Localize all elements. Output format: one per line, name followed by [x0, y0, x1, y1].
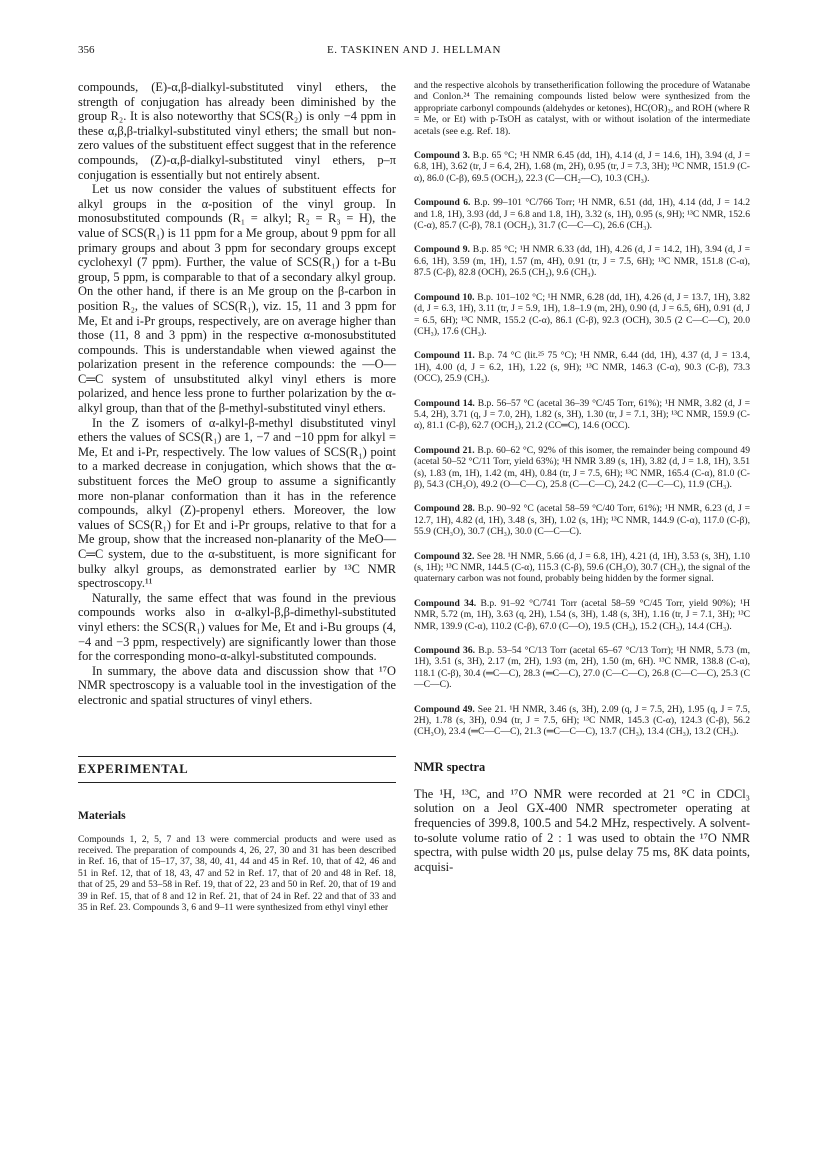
compound-entry — [414, 445, 750, 491]
compound-text: B.p. 85 °C; ¹H NMR 6.33 (dd, 1H), 4.26 (d, J = 14.2, 1H), 3.94 (d, J = 6.6, 1H), 3.59 (m, 1H), 1.57 (m, 4H), 0.91 (tr, J = 7.5, 6H); ¹³C NMR, 151.8 (C-α), 87.5 (C-β), 82.8 (OCH), 26.5 (CH₂), 9.6 (CH₃). — [414, 244, 751, 279]
compound-text: B.p. 53–54 °C/13 Torr (acetal 65–67 °C/13 Torr); ¹H NMR, 5.73 (m, 1H), 3.51 (s, 3H), 2.17 (m, 2H), 1.93 (m, 2H), 1.50 (m, 6H). ¹³C NMR, 138.8 (C-α), 118.1 (C-β), 30.4 (═C—C), 28.3 (═C—C), 27.0 (C—C—C), 26.8 (C—C—C), 25.3 (C—C—C). — [414, 645, 750, 691]
section-rule-top — [78, 756, 396, 757]
compound-text: B.p. 91–92 °C/741 Torr (acetal 58–59 °C/45 Torr, yield 90%); ¹H NMR, 5.72 (m, 1H), 3.63 (q, 2H), 1.54 (s, 3H), 1.48 (s, 3H), 1.16 (tr, J = 7.1, 3H); ¹³C NMR, 139.9 (C-α), 110.2 (C-β), 67.0 (C—O), 19.5 (CH₃), 15.2 (CH₃), 14.4 (CH₃). — [414, 597, 750, 632]
compound-text: B.p. 90–92 °C (acetal 58–59 °C/40 Torr, 61%); ¹H NMR, 6.23 (d, J = 12.7, 1H), 4.82 (d, 1H), 3.48 (s, 3H), 1.02 (s, 1H); ¹³C NMR, 144.9 (C-α), 117.0 (C-β), 55.9 (CH₃O), 30.7 (CH₃), 30.0 (C—C—C). — [414, 503, 751, 538]
running-title: E. TASKINEN AND J. HELLMAN — [326, 44, 501, 56]
body-paragraph: compounds, (E)-α,β-dialkyl-substituted vinyl ethers, the strength of conjugation has already been diminished by the group R₂. It is also noteworthy that SCS(R₂) is only −4 ppm in these α,β,β-trialkyl-substituted vinyl ethers; the small but non-zero values of the substituent effect suggest that in the reference compounds, (Z)-α,β-dialkyl-substituted vinyl ethers, p–π conjugation is essentially but not entirely absent. — [78, 80, 396, 182]
body-paragraph: In the Z isomers of α-alkyl-β-methyl disubstituted vinyl ethers the values of SCS(R₁) are 1, −7 and −10 ppm for alkyl = Me, Et and i-Pr, respectively. The low values of SCS(R₁) point to a marked decrease in conjugation, which shows that the α-substituent forces the MeO group to assume a significantly more non-planar conformation than it has in the reference compounds, alkyl (Z)-propenyl ethers. Moreover, the low values of SCS(R₁) for Et and i-Pr groups, relative to that for a Me group, show that the increased non-planarity of the MeO—C═C system, due to the α-substituent, is more significant for bulky alkyl groups, as demonstrated earlier by ¹³C NMR spectroscopy.¹¹ — [78, 415, 396, 591]
compound-label: Compound 28. — [414, 503, 475, 515]
compound-entry — [414, 197, 750, 231]
compound-label: Compound 14. — [414, 397, 475, 409]
compound-entry — [414, 350, 750, 384]
materials-paragraph: Compounds 1, 2, 5, 7 and 13 were commercial products and were used as received. The preparation of compounds 4, 26, 27, 30 and 31 has been described in Ref. 16, that of 15–17, 37, 38, 40, 41, 44 and 45 in Ref. 10, that of 42, 46 and 51 in Ref. 12, that of 18, 43, 47 and 52 in Ref. 17, that of 20 and 48 in Ref. 18, that of 25, 29 and 53–58 in Ref. 19, that of 22, 23 and 50 in Ref. 20, that of 19 and 39 in Ref. 15, that of 8 and 12 in Ref. 21, that of 24 in Ref. 22 and that of 33 and 35 in Ref. 23. Compounds 3, 6 and 9–11 were synthesized from ethyl vinyl ether — [78, 833, 396, 913]
compound-text: B.p. 56–57 °C (acetal 36–39 °C/45 Torr, 61%); ¹H NMR, 3.82 (d, J = 5.4, 2H), 3.71 (q, J = 7.0, 2H), 1.82 (s, 3H), 1.30 (tr, J = 7.1, 3H); ¹³C NMR, 159.9 (C-α), 81.1 (C-β), 62.7 (OCH₂), 21.2 (CC═C), 14.6 (OCC). — [414, 397, 751, 432]
compound-entry — [414, 503, 750, 537]
compound-text: See 21. ¹H NMR, 3.46 (s, 3H), 2.09 (q, J = 7.5, 2H), 1.95 (q, J = 7.5, 2H), 1.78 (s, 3H), 0.94 (tr, J = 7.5, 6H); ¹³C NMR, 145.3 (C-α), 124.3 (C-β), 56.2 (CH₃O), 23.4 (═C—C—C), 21.3 (═C—C—C), 13.7 (CH₃), 13.4 (CH₃), 13.2 (CH₃). — [414, 703, 751, 738]
compound-entry — [414, 244, 750, 278]
nmr-paragraph: The ¹H, ¹³C, and ¹⁷O NMR were recorded at 21 °C in CDCl₃ solution on a Jeol GX-400 NMR spectrometer operating at frequencies of 399.8, 100.5 and 54.2 MHz, respectively. A solvent-to-solute volume ratio of 2 : 1 was used to obtain the ¹⁷O NMR spectra, with pulse width 20 μs, pulse delay 75 ms, 8K data points, acquisi- — [414, 786, 750, 874]
compound-entry — [414, 645, 750, 691]
compound-entry — [414, 398, 750, 432]
body-paragraph: Let us now consider the values of substituent effects for alkyl groups in the α-position of the vinyl group. In monosubstituted compounds (R₁ = alkyl; R₂ = R₃ = H), the value of SCS(R₁) is 11 ppm for a Me group, about 9 ppm for all primary groups and about 3 ppm for secondary groups except cyclohexyl (7 ppm). Further, the value of SCS(R₁) for a t-Bu group, 5 ppm, is comparable to that of a secondary alkyl group. On the other hand, if there is an Me group on the β-carbon in position R₂, the values of SCS(R₁), viz. 15, 11 and 3 ppm for Me, Et and i-Pr groups, respectively, are on average higher than those (11, 8 and 3 ppm) in the respective α-monosubstituted compounds. This is understandable when viewed against the polarization present in the reference compounds: the —O—C═C system of unsubstituted alkyl vinyl ethers is more polarized, and hence less prone to further polarization by the α-alkyl group, than that of the β-methyl-substituted vinyl ethers. — [78, 182, 396, 416]
compound-entry — [414, 704, 750, 738]
compound-entry — [414, 598, 750, 632]
compound-entry — [414, 150, 750, 184]
section-rule-bottom — [78, 782, 396, 783]
left-column — [78, 80, 396, 926]
compound-text: B.p. 60–62 °C, 92% of this isomer, the remainder being compound 49 (acetal 50–52 °C/11 Torr, yield 63%); ¹H NMR 3.89 (s, 1H), 3.82 (d, J = 1.8, 1H), 3.51 (s), 1.83 (m, 1H), 1.42 (m, 4H), 0.84 (tr, J = 7.5, 6H); ¹³C NMR, 165.4 (C-α), 81.0 (C-β), 54.3 (CH₃O), 49.2 (O—C—C), 25.8 (C—C—C), 24.2 (C—C—C), 11.9 (CH₃). — [414, 444, 750, 490]
compound-label: Compound 9. — [414, 244, 470, 256]
body-paragraph: In summary, the above data and discussion show that ¹⁷O NMR spectroscopy is a valuable tool in the investigation of the electronic and spatial structures of vinyl ethers. — [78, 663, 396, 707]
nmr-spectra-heading: NMR spectra — [414, 759, 486, 774]
compound-label: Compound 10. — [414, 291, 475, 303]
page-number: 356 — [78, 44, 95, 56]
compound-text: See 28. ¹H NMR, 5.66 (d, J = 6.8, 1H), 4.21 (d, 1H), 3.53 (s, 3H), 1.10 (s, 1H); ¹³C NMR, 144.5 (C-α), 115.3 (C-β), 59.6 (CH₃O), 30.7 (CH₃), the signal of the quaternary carbon was not found, probably being hidden by the former signal. — [414, 550, 750, 585]
compound-label: Compound 34. — [414, 597, 477, 609]
compound-entry — [414, 551, 750, 585]
compound-text: B.p. 65 °C; ¹H NMR 6.45 (dd, 1H), 4.14 (d, J = 14.6, 1H), 3.94 (d, J = 6.8, 1H), 3.62 (tr, J = 6.4, 2H), 1.68 (m, 2H), 0.95 (tr, J = 7.3, 3H); ¹³C NMR, 151.9 (C-α), 86.0 (C-β), 69.5 (OCH₂), 22.3 (C—CH₂—C), 10.3 (CH₃). — [414, 150, 751, 184]
intro-paragraph: and the respective alcohols by transetherification following the procedure of Watanabe and Conlon.²⁴ The remaining compounds listed below were synthesized from the appropriate carbonyl compounds (aldehydes or ketones), HC(OR)₃, and ROH (where R = Me, or Et) with p-TsOH as catalyst, with or without isolation of the intermediate acetals (see e.g. Ref. 18). — [414, 80, 750, 137]
body-paragraph: Naturally, the same effect that was found in the previous compounds works also in α-alkyl-β,β-dimethyl-substituted vinyl ethers: the SCS(R₁) values for Me, Et and i-Bu groups (4, −4 and −3 ppm, respectively) are significantly lower than those for the corresponding mono-α-alkyl-substituted compounds. — [78, 590, 396, 664]
compound-text: B.p. 101–102 °C; ¹H NMR, 6.28 (dd, 1H), 4.26 (d, J = 13.7, 1H), 3.82 (d, J = 6.3, 1H), 3.11 (tr, J = 5.9, 1H), 1.8–1.9 (m, 2H), 0.90 (d, J = 6.5, 6H), 0.91 (d, J = 6.5, 6H); ¹³C NMR, 155.2 (C-α), 86.1 (C-β), 92.3 (OCH), 30.5 (2 C—C—C), 20.0 (CH₃), 17.6 (CH₃). — [414, 291, 750, 337]
compound-label: Compound 6. — [414, 197, 471, 209]
materials-heading: Materials — [78, 808, 126, 822]
compound-label: Compound 36. — [414, 645, 476, 657]
right-column — [414, 80, 750, 874]
compound-label: Compound 32. — [414, 550, 475, 562]
compound-label: Compound 49. — [414, 703, 475, 715]
experimental-heading: EXPERIMENTAL — [78, 761, 189, 776]
compound-label: Compound 11. — [414, 350, 475, 362]
compound-text: B.p. 99–101 °C/766 Torr; ¹H NMR, 6.51 (dd, 1H), 4.14 (dd, J = 14.2 and 1.8, 1H), 3.93 (dd, J = 6.8 and 1.8, 1H), 3.32 (s, 1H), 0.95 (s, 9H); ¹³C NMR, 152.6 (C-α), 85.7 (C-β), 78.1 (OCH₂), 31.7 (C—C—C), 26.6 (CH₃). — [414, 197, 750, 232]
compound-entry — [414, 292, 750, 338]
compound-label: Compound 21. — [414, 444, 475, 456]
compound-label: Compound 3. — [414, 150, 470, 162]
page-header — [78, 44, 750, 62]
compound-text: B.p. 74 °C (lit.²⁵ 75 °C); ¹H NMR, 6.44 (dd, 1H), 4.37 (d, J = 13.4, 1H), 4.00 (d, J = 6.2, 1H), 1.22 (s, 9H); ¹³C NMR, 146.3 (C-α), 90.3 (C-β), 73.3 (OCC), 25.9 (CH₃). — [414, 350, 751, 385]
